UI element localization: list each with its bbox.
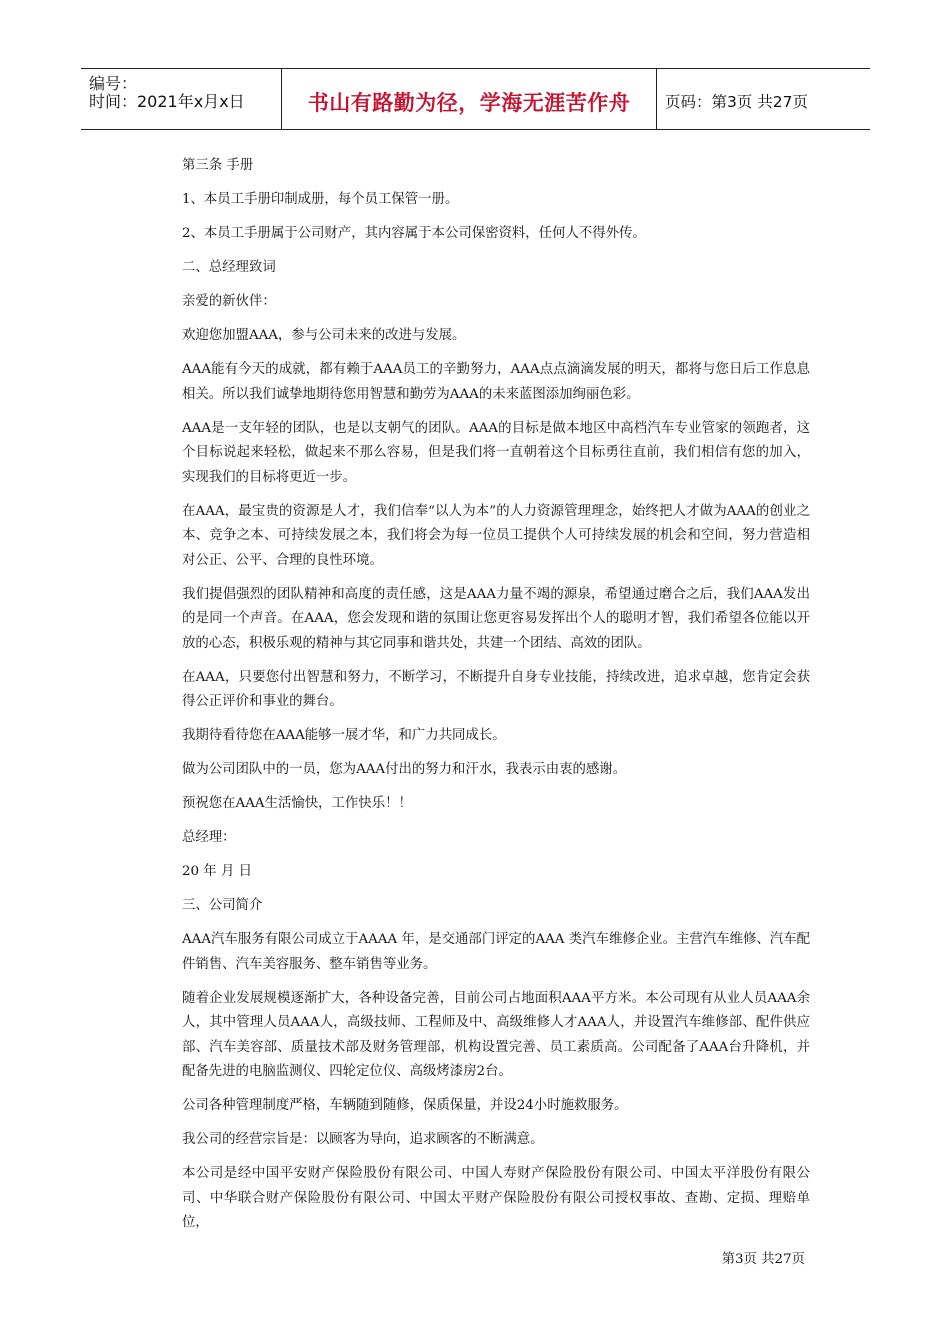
paragraph: 欢迎您加盟AAA，参与公司未来的改进与发展。 <box>182 328 466 343</box>
list-item: 1、本员工手册印制成册，每个员工保管一册。 <box>182 192 459 207</box>
paragraph: 我期待看待您在AAA能够一展才华，和广力共同成长。 <box>182 728 506 743</box>
header-page-code: 页码：第3页 共27页 <box>665 93 809 111</box>
list-item: 2、本员工手册属于公司财产，其内容属于本公司保密资料，任何人不得外传。 <box>182 226 646 241</box>
salutation: 亲爱的新伙伴： <box>182 294 276 309</box>
header-motto-cell <box>281 69 657 129</box>
paragraph: AAA汽车服务有限公司成立于AAAA 年，是交通部门评定的AAA 类汽车维修企业。主营汽车维修、汽车配件销售、汽车美容服务、整车销售等业务。 <box>182 932 810 972</box>
paragraph: 公司各种管理制度严格，车辆随到随修，保质保量，并设24小时施救服务。 <box>182 1098 628 1113</box>
paragraph: 在AAA，只要您付出智慧和努力，不断学习，不断提升自身专业技能，持续改进，追求卓越，您肯定会获得公正评价和事业的舞台。 <box>182 669 810 709</box>
paragraph: 做为公司团队中的一员，您为AAA付出的努力和汗水，我表示由衷的感谢。 <box>182 762 627 777</box>
document-body <box>182 154 810 1245</box>
paragraph: 我公司的经营宗旨是：以顾客为导向，追求顾客的不断满意。 <box>182 1132 544 1147</box>
section-heading-company-profile: 三、公司简介 <box>182 898 263 913</box>
paragraph: AAA是一支年轻的团队，也是以支朝气的团队。AAA的目标是做本地区中高档汽车专业管家的领跑者，这个目标说起来轻松，做起来不那么容易，但是我们将一直朝着这个目标勇往直前，我们相信有您的加入，实现我们的目标将更近一步。 <box>182 420 810 485</box>
paragraph: 在AAA，最宝贵的资源是人才，我们信奉“以人为本”的人力资源管理理念，始终把人才做为AAA的创业之本、竞争之本、可持续发展之本，我们将会为每一位员工提供个人可持续发展的机会和空间，努力营造相对公正、公平、合理的良性环境。 <box>182 503 810 568</box>
paragraph: 随着企业发展规模逐渐扩大，各种设备完善，目前公司占地面积AAA平方米。本公司现有从业人员AAA余人，其中管理人员AAA人，高级技师、工程师及中、高级维修人才AAA人，并设置汽车维修部、配件供应部、汽车美容部、质量技术部及财务管理部，机构设置完善、员工素质高。公司配备了AAA台升降机，并配备先进的电脑监测仪、四轮定位仪、高级烤漆房2台。 <box>182 990 810 1079</box>
signature-date: 20 年 月 日 <box>182 864 252 879</box>
paragraph: 本公司是经中国平安财产保险股份有限公司、中国人寿财产保险股份有限公司、中国太平洋股份有限公司、中华联合财产保险股份有限公司、中国太平财产保险股份有限公司授权事故、查勘、定损、理赔单位， <box>182 1166 810 1230</box>
header-page-cell <box>656 69 870 129</box>
signature-label: 总经理： <box>182 830 236 845</box>
paragraph: 预祝您在AAA生活愉快，工作快乐！！ <box>182 796 412 811</box>
paragraph: AAA能有今天的成就，都有赖于AAA员工的辛勤努力，AAA点点滴滴发展的明天，都将与您日后工作息息相关。所以我们诚挚地期待您用智慧和勤劳为AAA的未来蓝图添加绚丽色彩。 <box>182 362 810 402</box>
section-heading-gm-address: 二、总经理致词 <box>182 260 276 275</box>
document-number-label: 编号： <box>89 74 138 93</box>
header-motto: 书山有路勤为径，学海无涯苦作舟 <box>307 91 631 115</box>
page-footer-number: 第3页 共27页 <box>721 1252 805 1267</box>
section-heading-article-3: 第三条 手册 <box>182 158 254 173</box>
paragraph: 我们提倡强烈的团队精神和高度的责任感，这是AAA力量不竭的源泉，希望通过磨合之后，我们AAA发出的是同一个声音。在AAA，您会发现和谐的氛围让您更容易发挥出个人的聪明才智，我们希望各位能以开放的心态，积极乐观的精神与其它同事和谐共处，共建一个团结、高效的团队。 <box>182 586 810 651</box>
header-meta-cell <box>81 69 281 129</box>
document-date-label: 时间：2021年x月x日 <box>89 92 245 111</box>
document-header <box>81 68 870 130</box>
